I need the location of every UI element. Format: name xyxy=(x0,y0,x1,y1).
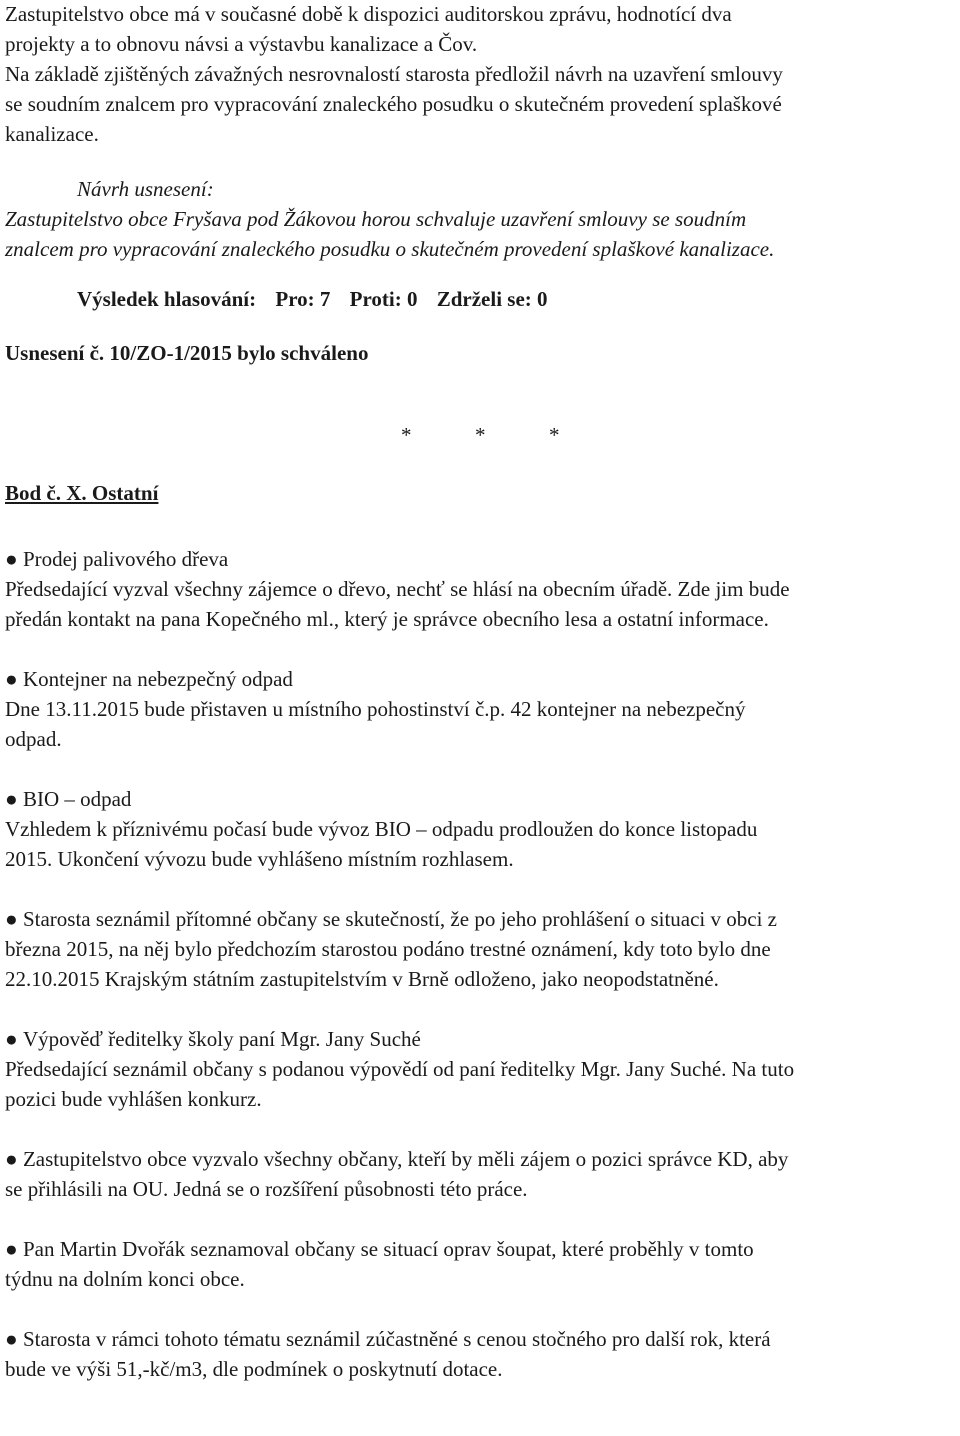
item-title: ● Výpověď ředitelky školy paní Mgr. Jany Suché xyxy=(5,1024,955,1054)
intro-paragraph xyxy=(5,0,955,149)
section-separator xyxy=(5,420,955,450)
proposal-line: Zastupitelstvo obce Fryšava pod Žákovou horou schvaluje uzavření smlouvy se soudním xyxy=(5,207,747,231)
vote-result xyxy=(5,284,955,314)
item-title: ● Zastupitelstvo obce vyzvalo všechny občany, kteří by měli zájem o pozici správce KD, aby xyxy=(5,1144,955,1174)
intro-line: Na základě zjištěných závažných nesrovnalostí starosta předložil návrh na uzavření smlouvy xyxy=(5,62,783,86)
vote-label: Výsledek hlasování: xyxy=(77,287,257,311)
item-kd-administrator xyxy=(5,1144,955,1204)
item-line: odpad. xyxy=(5,727,62,751)
vote-for: Pro: 7 xyxy=(275,287,331,311)
resolution-proposal xyxy=(5,174,955,264)
item-line: předán kontakt na pana Kopečného ml., který je správce obecního lesa a ostatní informace. xyxy=(5,607,769,631)
item-principal-resignation xyxy=(5,1024,955,1114)
document-page xyxy=(5,0,955,1384)
separator-star: * xyxy=(475,423,486,447)
section-title: Bod č. X. Ostatní xyxy=(5,481,159,505)
vote-abstain: Zdrželi se: 0 xyxy=(436,287,548,311)
item-line: 2015. Ukončení vývozu bude vyhlášeno místním rozhlasem. xyxy=(5,847,514,871)
item-sewage-fee xyxy=(5,1324,955,1384)
item-line: Předsedající seznámil občany s podanou výpovědí od paní ředitelky Mgr. Jany Suché. Na tuto xyxy=(5,1057,795,1081)
item-line: Vzhledem k příznivému počasí bude vývoz BIO – odpadu prodloužen do konce listopadu xyxy=(5,817,758,841)
item-line: Předsedající vyzval všechny zájemce o dřevo, nechť se hlásí na obecním úřadě. Zde jim bude xyxy=(5,577,790,601)
item-title: ● Starosta seznámil přítomné občany se skutečností, že po jeho prohlášení o situaci v obci z xyxy=(5,904,955,934)
item-line: pozici bude vyhlášen konkurz. xyxy=(5,1087,262,1111)
item-mayor-statement xyxy=(5,904,955,994)
resolution-status: Usnesení č. 10/ZO-1/2015 bylo schváleno xyxy=(5,341,369,365)
item-title: ● Pan Martin Dvořák seznamoval občany se situací oprav šoupat, které proběhly v tomto xyxy=(5,1234,955,1264)
item-line: se přihlásili na OU. Jedná se o rozšíření působnosti této práce. xyxy=(5,1177,528,1201)
intro-line: projekty a to obnovu návsi a výstavbu kanalizace a Čov. xyxy=(5,32,478,56)
item-firewood-sale xyxy=(5,544,955,634)
intro-line: Zastupitelstvo obce má v současné době k dispozici auditorskou zprávu, hodnotící dva xyxy=(5,2,732,26)
item-line: Dne 13.11.2015 bude přistaven u místního pohostinství č.p. 42 kontejner na nebezpečný xyxy=(5,697,746,721)
proposal-line: znalcem pro vypracování znaleckého posudku o skutečném provedení splaškové kanalizace. xyxy=(5,237,775,261)
item-hazardous-waste xyxy=(5,664,955,754)
intro-line: kanalizace. xyxy=(5,122,99,146)
item-valve-repairs xyxy=(5,1234,955,1294)
item-line: týdnu na dolním konci obce. xyxy=(5,1267,245,1291)
item-title: ● Prodej palivového dřeva xyxy=(5,544,955,574)
item-line: března 2015, na něj bylo předchozím starostou podáno trestné oznámení, kdy toto bylo dne xyxy=(5,937,771,961)
vote-against: Proti: 0 xyxy=(349,287,418,311)
item-title: ● Starosta v rámci tohoto tématu seznámil zúčastněné s cenou stočného pro další rok, která xyxy=(5,1324,955,1354)
intro-line: se soudním znalcem pro vypracování znaleckého posudku o skutečném provedení splaškové xyxy=(5,92,782,116)
item-title: ● BIO – odpad xyxy=(5,784,955,814)
proposal-heading: Návrh usnesení: xyxy=(77,177,214,201)
separator-star: * xyxy=(549,423,560,447)
item-line: bude ve výši 51,-kč/m3, dle podmínek o poskytnutí dotace. xyxy=(5,1357,503,1381)
item-title: ● Kontejner na nebezpečný odpad xyxy=(5,664,955,694)
separator-star: * xyxy=(401,423,412,447)
item-bio-waste xyxy=(5,784,955,874)
item-line: 22.10.2015 Krajským státním zastupitelstvím v Brně odloženo, jako neopodstatněné. xyxy=(5,967,719,991)
